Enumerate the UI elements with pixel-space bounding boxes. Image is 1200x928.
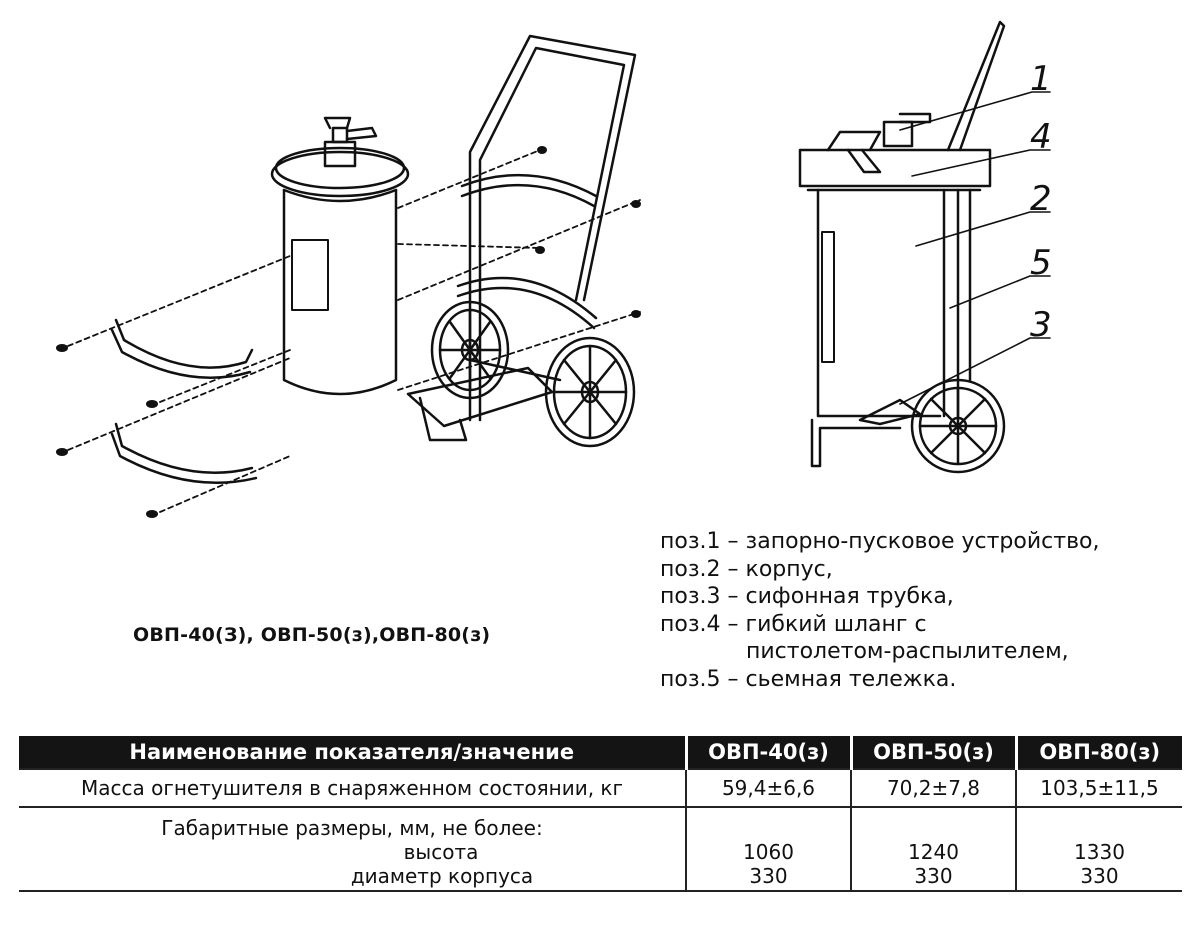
table-row-dimensions [19,807,1182,891]
leader-lines [900,92,1050,404]
header-ovp40: ОВП-40(з) [686,736,851,769]
mass-ovp80: 103,5±11,5 [1016,769,1182,807]
assembly-lines [68,150,640,512]
dims-ovp40: 1060 330 [686,807,851,891]
mass-label: Масса огнетушителя в снаряженном состоянии, кг [19,769,686,807]
table-row-mass [19,769,1182,807]
cylinder-body [272,118,408,394]
header-ovp50: ОВП-50(з) [851,736,1016,769]
callout-2: 2 [1030,179,1052,219]
callout-4: 4 [1030,117,1052,157]
dims-ovp50: 1240 330 [851,807,1016,891]
legend-item-4: поз.4 – гибкий шланг с [660,611,927,637]
parts-legend [660,528,1100,693]
header-parameter: Наименование показателя/значение [19,736,686,769]
legend-item-1: поз.1 – запорно-пусковое устройство, [660,529,1100,554]
dims-ovp80: 1330 330 [1016,807,1182,891]
mass-ovp40: 59,4±6,6 [686,769,851,807]
specs-table [19,736,1182,892]
table-header-row [19,736,1182,769]
header-ovp80: ОВП-80(з) [1016,736,1182,769]
legend-item-2: поз.2 – корпус, [660,556,833,582]
side-view [800,22,1004,472]
legend-item-3: поз.3 – сифонная трубка, [660,584,954,609]
callout-1: 1 [1030,59,1052,99]
legend-item-5: поз.5 – сьемная тележка. [660,666,957,692]
callout-5: 5 [1030,243,1052,283]
mass-ovp50: 70,2±7,8 [851,769,1016,807]
legend-item-4-continued: пистолетом-распылителем, [746,639,1069,664]
model-caption: ОВП-40(З), ОВП-50(з),ОВП-80(з) [133,624,491,646]
dimensions-label: Габаритные размеры, мм, не более: высота диаметр корпуса [19,807,686,891]
callout-3: 3 [1030,305,1052,345]
